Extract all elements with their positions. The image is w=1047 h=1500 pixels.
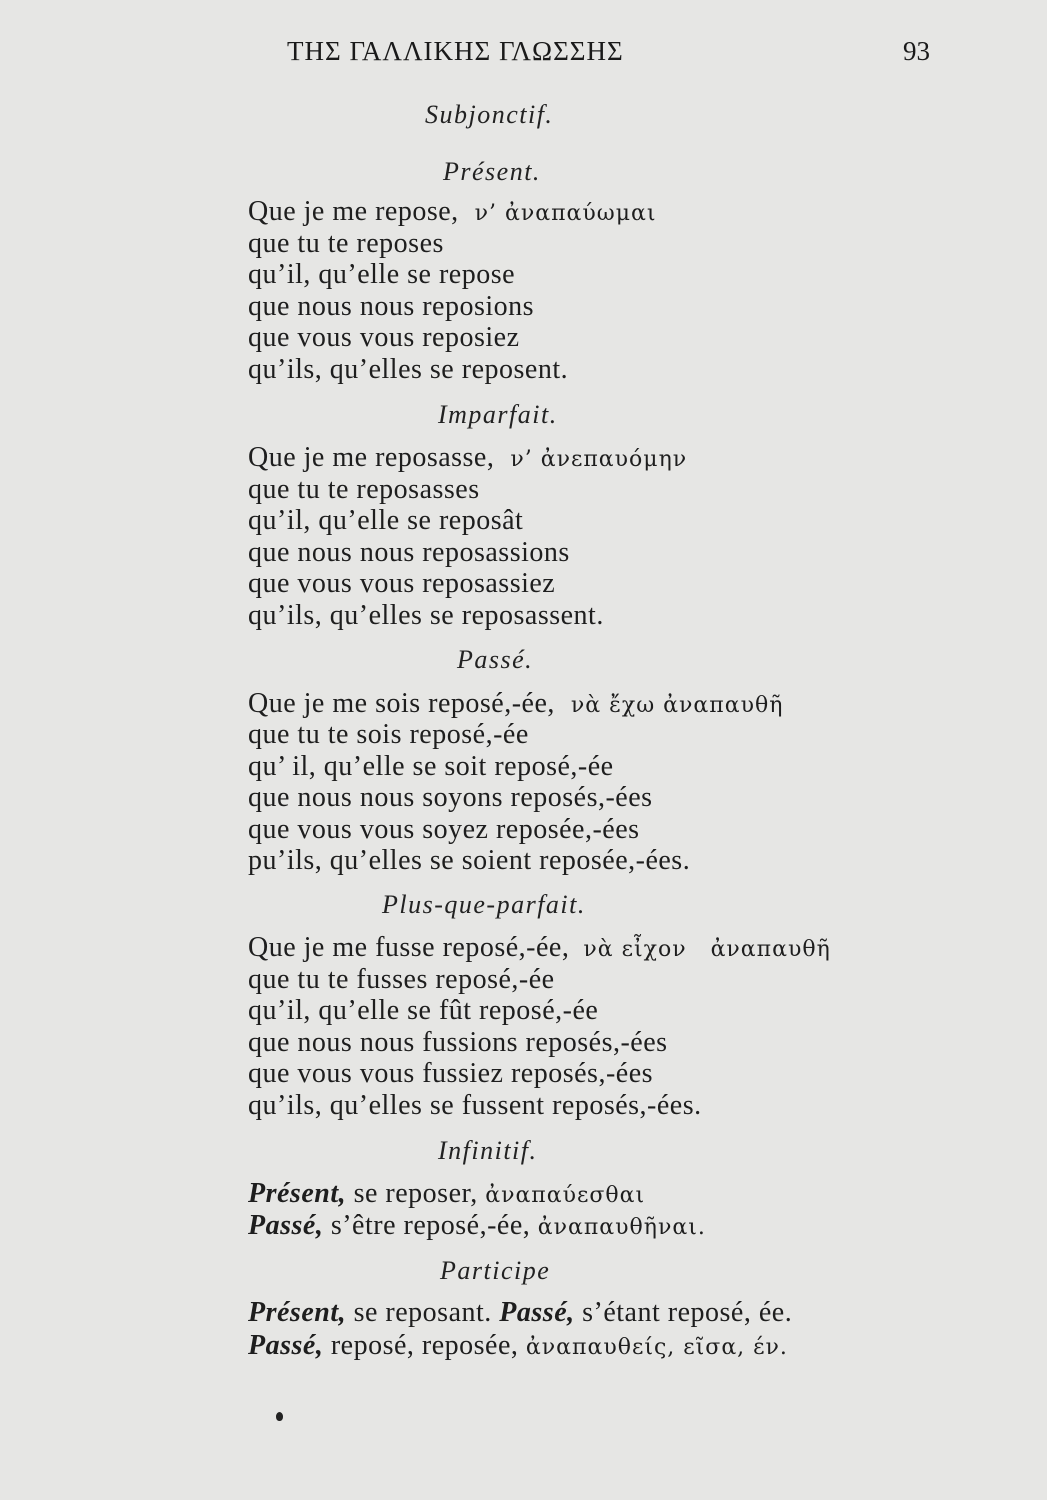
conjugation-line: que tu te fusses reposé,-ée bbox=[248, 964, 555, 995]
greek-translation: ἀναπαυθείς, εῖσα, έν. bbox=[525, 1335, 788, 1360]
page-number: 93 bbox=[903, 36, 930, 66]
conjugation-line: qu’ils, qu’elles se reposent. bbox=[248, 354, 569, 385]
greek-translation: νὰ εἶχον bbox=[583, 937, 687, 962]
page-header bbox=[0, 32, 1047, 72]
heading-participe: Participe bbox=[440, 1256, 551, 1285]
greek-translation: ἀναπαυθῆναι. bbox=[537, 1215, 706, 1240]
conjugation-line: Que je me repose, ν’ ἀναπαύωμαι bbox=[248, 196, 657, 227]
conjugation-line: qu’il, qu’elle se repose bbox=[248, 259, 516, 290]
conjugation-line: que nous nous soyons reposés,-ées bbox=[248, 782, 653, 813]
conjugation-line: que vous vous reposassiez bbox=[248, 568, 556, 599]
conjugation-line: que tu te reposasses bbox=[248, 474, 480, 505]
greek-translation: ν’ ἀνεπαυόμην bbox=[510, 447, 688, 472]
tense-label: Passé, bbox=[248, 1330, 324, 1361]
greek-translation: ἀναπαύεσθαι bbox=[485, 1183, 646, 1208]
tense-label: Présent, bbox=[248, 1178, 347, 1209]
heading-infinitif: Infinitif. bbox=[438, 1136, 538, 1165]
conjugation-line: que vous vous soyez reposée,-ées bbox=[248, 814, 640, 845]
participe-passe-line: Passé, reposé, reposée, ἀναπαυθείς, εῖσα, έν. bbox=[248, 1330, 788, 1361]
tense-label: Passé, bbox=[499, 1297, 575, 1328]
heading-plus-que-parfait: Plus-que-parfait. bbox=[382, 890, 586, 919]
ink-spot bbox=[276, 1412, 283, 1421]
infinitif-present-line: Présent, se reposer, ἀναπαύεσθαι bbox=[248, 1178, 646, 1209]
infinitif-passe-line: Passé, s’être reposé,-ée, ἀναπαυθῆναι. bbox=[248, 1210, 706, 1241]
heading-present: Présent. bbox=[443, 157, 541, 186]
heading-imparfait: Imparfait. bbox=[438, 400, 558, 429]
conjugation-line: que vous vous reposiez bbox=[248, 322, 520, 353]
greek-translation: νὰ ἔχω ἀναπαυθῆ bbox=[570, 693, 784, 718]
conjugation-line: que nous nous fussions reposés,-ées bbox=[248, 1027, 668, 1058]
tense-label: Présent, bbox=[248, 1297, 347, 1328]
heading-passe: Passé. bbox=[457, 645, 534, 674]
running-title: ΤΗΣ ΓΑΛΛΙΚΗΣ ΓΛΩΣΣΗΣ bbox=[287, 36, 624, 66]
participe-present-line: Présent, se reposant. Passé, s’étant reposé, ée. bbox=[248, 1297, 793, 1328]
greek-translation: ἀναπαυθῆ bbox=[710, 937, 831, 962]
tense-label: Passé, bbox=[248, 1210, 324, 1241]
conjugation-line: qu’il, qu’elle se fût reposé,-ée bbox=[248, 995, 599, 1026]
greek-translation: ν’ ἀναπαύωμαι bbox=[474, 201, 657, 226]
conjugation-line: qu’ils, qu’elles se reposassent. bbox=[248, 600, 604, 631]
conjugation-line: Que je me reposasse, ν’ ἀνεπαυόμην bbox=[248, 442, 688, 473]
conjugation-line: que nous nous reposions bbox=[248, 291, 535, 322]
conjugation-line: qu’il, qu’elle se reposât bbox=[248, 505, 524, 536]
heading-subjonctif: Subjonctif. bbox=[425, 100, 554, 129]
conjugation-line: que vous vous fussiez reposés,-ées bbox=[248, 1058, 654, 1089]
conjugation-line: que nous nous reposassions bbox=[248, 537, 570, 568]
conjugation-line: Que je me sois reposé,-ée, νὰ ἔχω ἀναπαυθῆ bbox=[248, 688, 784, 719]
conjugation-line: Que je me fusse reposé,-ée, νὰ εἶχον ἀναπαυθῆ bbox=[248, 932, 831, 963]
conjugation-line: pu’ils, qu’elles se soient reposée,-ées. bbox=[248, 845, 691, 876]
conjugation-line: qu’ il, qu’elle se soit reposé,-ée bbox=[248, 751, 614, 782]
conjugation-line: qu’ils, qu’elles se fussent reposés,-ées. bbox=[248, 1090, 702, 1121]
conjugation-line: que tu te reposes bbox=[248, 228, 444, 259]
conjugation-line: que tu te sois reposé,-ée bbox=[248, 719, 529, 750]
